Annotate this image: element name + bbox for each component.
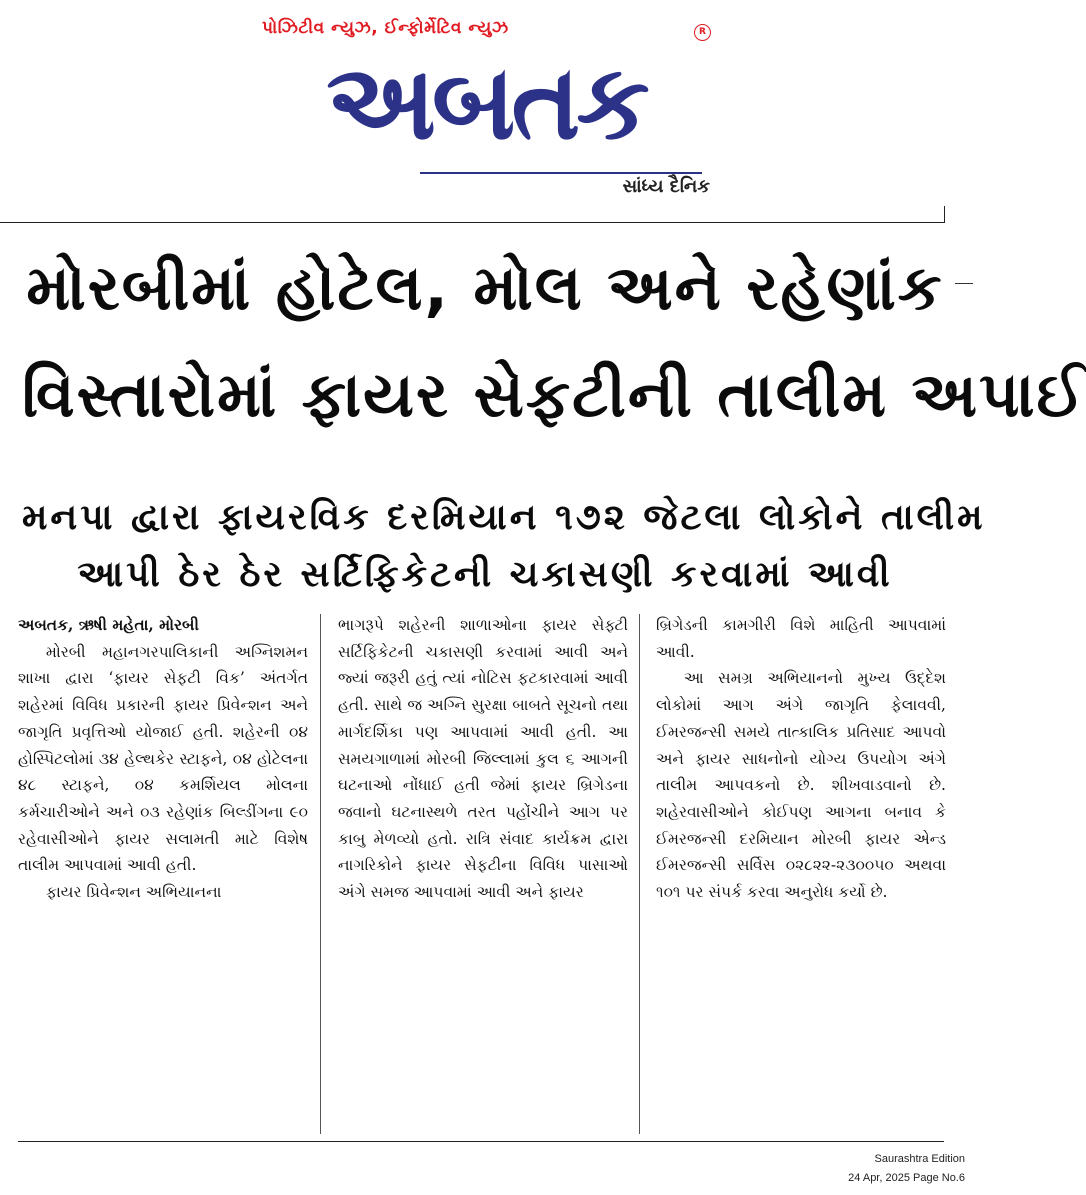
registered-mark-icon: R: [694, 24, 711, 41]
masthead-tagline: પોઝિટીવ ન્યુઝ, ઈન્ફોર્મેટિવ ન્યુઝ: [262, 18, 509, 38]
article-column-3: [656, 612, 946, 1137]
masthead: [0, 0, 973, 225]
column-divider: [639, 614, 640, 1134]
subheadline-line-2: આપી ઠેર ઠેર સર્ટિફિકેટની ચકાસણી કરવામાં આવી: [77, 554, 893, 595]
article-paragraph: બ્રિગેડની કામગીરી વિશે માહિતી આપવામાં આવી.: [656, 616, 946, 661]
article-column-2: [338, 612, 628, 1137]
subheadline-line-1: મનપા દ્વારા ફાયરવિક દરમિયાન ૧૭૨ જેટલા લોકોને તાલીમ: [22, 497, 986, 538]
column-divider: [320, 614, 321, 1134]
newspaper-logo: અબતક: [326, 41, 646, 163]
article-byline: અબતક, ઋષી મહેતા, મોરબી: [18, 615, 199, 634]
header-divider: [0, 222, 944, 223]
footer-divider: [18, 1141, 944, 1142]
edition-name: Saurashtra Edition: [874, 1153, 965, 1165]
article-paragraph: આ સમગ્ર અભિયાનનો મુખ્ય ઉદ્દેશ લોકોમાં આગ અંગે જાગૃતિ ફેલાવવી, ઈમરજન્સી સમયે તાત્કાલિક પ્રતિસાદ આપવો અને ફાયર સાધનોનો યોગ્ય ઉપયોગ અંગે તાલીમ આપવકનો છે. શીખવાડવાનો છે. શહેરવાસીઓને કોઈપણ આગના બનાવ કે ઈમરજન્સી દરમિયાન મોરબી ફાયર એન્ડ ઈમરજન્સી સર્વિસ ૦૨૮૨૨-૨૩૦૦૫૦ અથવા ૧૦૧ પર સંપર્ક કરવા અનુરોધ કર્યો છે.: [656, 669, 946, 902]
headline-line-2: વિસ્તારોમાં ફાયર સેફટીની તાલીમ અપાઈ: [22, 358, 1086, 431]
logo-underline: [420, 172, 702, 174]
edition-info: [765, 1150, 965, 1188]
article-paragraph: ભાગરૂપે શહેરની શાળાઓના ફાયર સેફ્ટી સર્ટિફિકેટની ચકાસણી કરવામાં આવી અને જ્યાં જરૂરી હતું ત્યાં નોટિસ ફટકારવામાં આવી હતી. સાથે જ અગ્નિ સુરક્ષા બાબતે સૂચનો તથા માર્ગદર્શિકા પણ આપવામાં આવી હતી. આ સમયગાળામાં મોરબી જિલ્લામાં કુલ ૬ આગની ઘટનાઓ નોંધાઈ હતી જેમાં ફાયર બ્રિગેડના જવાનો ઘટનાસ્થળે તરત પહોંચીને આગ પર કાબુ મેળવ્યો હતો. રાત્રિ સંવાદ કાર્યક્રમ દ્વારા નાગરિકોને ફાયર સેફટીના વિવિધ પાસાઓ અંગે સમજ આપવામાં આવી અને ફાયર: [338, 616, 628, 902]
header-divider-tick: [944, 206, 945, 223]
article-paragraph: મોરબી મહાનગરપાલિકાની અગ્નિશમન શાખા દ્વારા ‘ફાયર સેફટી વિક’ અંતર્ગત શહેરમાં વિવિધ પ્રકારની ફાયર પ્રિવેન્શન અને જાગૃતિ પ્રવૃત્તિઓ યોજાઈ હતી. શહેરની ૦૪ હોસ્પિટલોમાં ૩૪ હેલ્થકેર સ્ટાફને, ૦૪ હોટેલના ૪૮ સ્ટાફને, ૦૪ કમર્શિયલ મોલના કર્મચારીઓને અને ૦૩ રહેણાંક બિલ્ડીંગના ૯૦ રહેવાસીઓને ફાયર સલામતી માટે વિશેષ તાલીમ આપવામાં આવી હતી.: [18, 642, 308, 875]
article-paragraph: ફાયર પ્રિવેન્શન અભિયાનના: [45, 883, 222, 902]
margin-tick: [955, 283, 973, 284]
article-column-1: [18, 612, 308, 1137]
edition-date-page: 24 Apr, 2025 Page No.6: [848, 1172, 965, 1184]
masthead-subbrand: સાંધ્ય દૈનિક: [622, 176, 710, 197]
headline-line-1: મોરબીમાં હોટેલ, મોલ અને રહેણાંક: [26, 251, 944, 324]
